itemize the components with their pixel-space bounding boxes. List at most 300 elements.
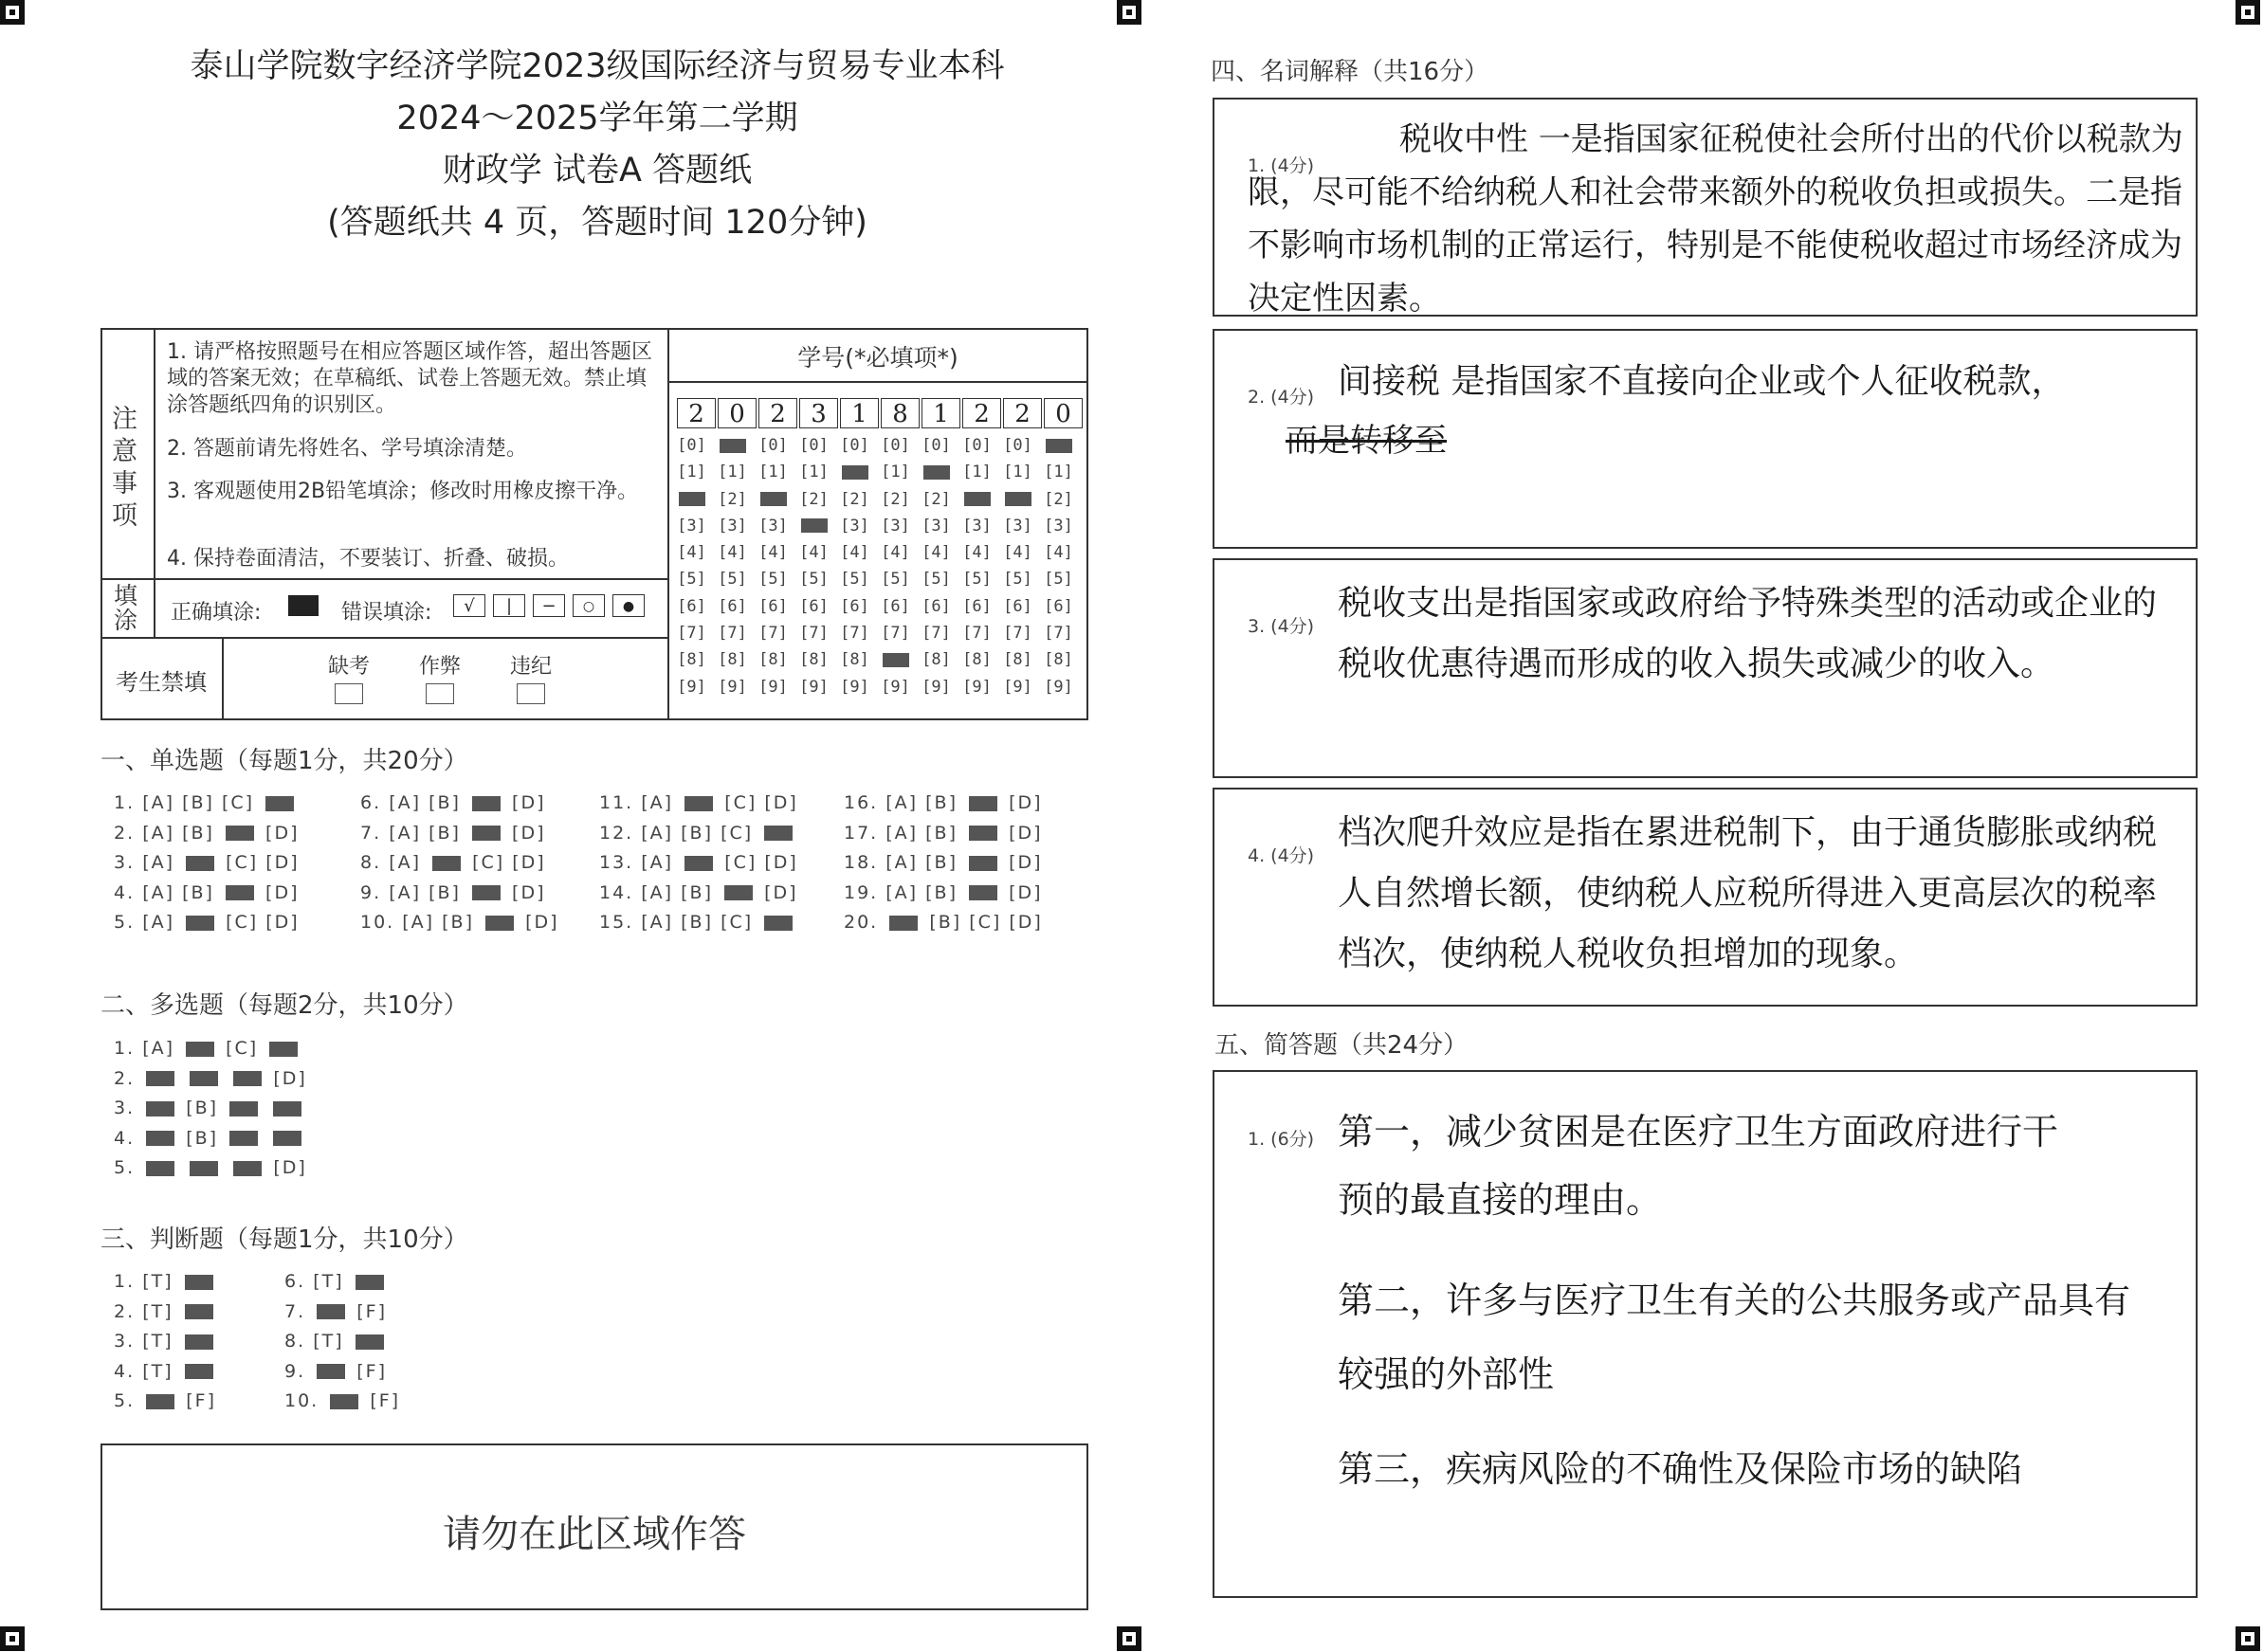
bubble-empty[interactable]: [5] — [840, 570, 869, 590]
option-mark[interactable]: [C] — [724, 852, 757, 873]
instructions-box — [100, 328, 1088, 720]
bubble-empty[interactable]: [3] — [922, 516, 951, 536]
answer-points-label: 3. (4分) — [1248, 616, 1315, 637]
filled-mark[interactable] — [265, 796, 294, 811]
option-mark[interactable]: 17. — [844, 822, 879, 844]
true-false-row — [284, 1301, 387, 1322]
single-choice-row — [599, 912, 796, 933]
filled-mark[interactable] — [146, 1101, 174, 1116]
bubble-empty[interactable]: [7] — [677, 624, 706, 644]
option-mark[interactable]: [A] — [142, 792, 175, 813]
bubble-empty[interactable]: [3] — [962, 516, 992, 536]
option-mark[interactable]: [A] — [142, 881, 175, 903]
answer-box-short-1[interactable] — [1213, 1070, 2198, 1598]
bubble-empty[interactable]: [7] — [1044, 624, 1073, 644]
fill-wrong-samples — [453, 594, 645, 617]
option-mark[interactable]: [A] — [389, 881, 422, 903]
option-mark[interactable]: [D] — [764, 881, 798, 903]
filled-mark[interactable] — [146, 1071, 174, 1086]
bubble-empty[interactable]: [1] — [1044, 463, 1073, 482]
option-mark[interactable]: 2. — [114, 1300, 136, 1322]
option-mark[interactable]: [B] — [182, 792, 214, 813]
option-mark[interactable]: [T] — [142, 1360, 173, 1382]
filled-mark[interactable] — [472, 796, 501, 811]
bubble-empty[interactable]: [7] — [962, 624, 992, 644]
bubble-empty[interactable]: [4] — [881, 543, 910, 563]
option-mark[interactable]: [A] — [142, 822, 175, 844]
filled-mark[interactable] — [969, 796, 997, 811]
filled-mark[interactable] — [226, 826, 254, 841]
answer-line-4: 较强的外部性 — [1338, 1353, 1555, 1395]
single-choice-row — [844, 852, 1043, 873]
option-mark[interactable]: [B] — [429, 792, 461, 813]
fill-wrong-label: 错误填涂: — [341, 601, 432, 625]
bubble-empty[interactable]: [1] — [1003, 463, 1032, 482]
bubble-empty[interactable]: [9] — [1044, 677, 1073, 697]
option-mark[interactable]: [A] — [885, 852, 919, 873]
option-mark[interactable]: 5. — [114, 1390, 136, 1411]
bubble-empty[interactable]: [5] — [962, 570, 992, 590]
bubble-empty[interactable]: [9] — [677, 677, 706, 697]
option-mark[interactable]: [A] — [641, 822, 674, 844]
option-mark[interactable]: [F] — [356, 1300, 387, 1322]
bubble-empty[interactable]: [8] — [962, 650, 992, 670]
option-mark[interactable]: [D] — [512, 852, 546, 873]
bubble-empty[interactable]: [4] — [922, 543, 951, 563]
bubble-empty[interactable]: [3] — [840, 516, 869, 536]
bubble-empty[interactable]: [2] — [840, 489, 869, 509]
bubble-empty[interactable]: [4] — [840, 543, 869, 563]
bubble-empty[interactable]: [6] — [718, 596, 747, 616]
filled-mark[interactable] — [146, 1394, 174, 1409]
option-mark[interactable]: 15. — [599, 912, 634, 933]
option-mark[interactable]: 2. — [114, 1067, 136, 1089]
notice-item-3: 3. 客观题使用2B铅笔填涂；修改时用橡皮擦干净。 — [167, 480, 639, 503]
option-mark[interactable]: [D] — [512, 792, 546, 813]
ban-violation-checkbox[interactable] — [517, 683, 545, 704]
option-mark[interactable]: [D] — [273, 1157, 307, 1178]
filled-mark[interactable] — [185, 1275, 213, 1290]
filled-mark[interactable] — [190, 1161, 218, 1176]
bubble-empty[interactable]: [3] — [881, 516, 910, 536]
bubble-empty[interactable]: [6] — [881, 596, 910, 616]
filled-mark[interactable] — [146, 1131, 174, 1146]
bubble-empty[interactable]: [2] — [718, 489, 747, 509]
filled-mark[interactable] — [146, 1161, 174, 1176]
option-mark[interactable]: [T] — [142, 1331, 173, 1352]
option-mark[interactable]: [D] — [265, 822, 300, 844]
option-mark[interactable]: [B] — [929, 912, 962, 933]
option-mark[interactable]: [D] — [265, 912, 300, 933]
bubble-empty[interactable]: [8] — [922, 650, 951, 670]
bubble-empty[interactable]: [1] — [677, 463, 706, 482]
option-mark[interactable]: 8. — [360, 852, 382, 873]
bubble-empty[interactable]: [9] — [718, 677, 747, 697]
bubble-empty[interactable]: [6] — [840, 596, 869, 616]
filled-mark[interactable] — [356, 1334, 384, 1350]
option-mark[interactable]: 11. — [599, 792, 634, 813]
option-mark[interactable]: [A] — [885, 881, 919, 903]
option-mark[interactable]: 3. — [114, 852, 136, 873]
option-mark[interactable]: [C] — [724, 792, 757, 813]
bubble-empty[interactable]: [4] — [1003, 543, 1032, 563]
option-mark[interactable]: 4. — [114, 881, 136, 903]
bubble-empty[interactable]: [8] — [718, 650, 747, 670]
filled-mark[interactable] — [969, 856, 997, 871]
option-mark[interactable]: [T] — [313, 1331, 344, 1352]
bubble-empty[interactable]: [4] — [962, 543, 992, 563]
bubble-empty[interactable]: [7] — [758, 624, 788, 644]
filled-mark[interactable] — [356, 1275, 384, 1290]
filled-mark[interactable] — [969, 826, 997, 841]
bubble-empty[interactable]: [0] — [799, 436, 829, 455]
option-mark[interactable]: [B] — [681, 881, 714, 903]
option-mark[interactable]: 5. — [114, 1157, 136, 1178]
option-mark[interactable]: 6. — [284, 1271, 306, 1292]
option-mark[interactable]: 16. — [844, 792, 879, 813]
option-mark[interactable]: [T] — [142, 1271, 173, 1292]
bubble-empty[interactable]: [5] — [881, 570, 910, 590]
filled-mark[interactable] — [186, 916, 214, 931]
bubble-empty[interactable]: [3] — [1003, 516, 1032, 536]
option-mark[interactable]: [D] — [1009, 792, 1043, 813]
filled-mark[interactable] — [226, 885, 254, 900]
option-mark[interactable]: [C] — [969, 912, 1002, 933]
bubble-filled[interactable] — [671, 490, 712, 517]
bubble-empty[interactable]: [8] — [799, 650, 829, 670]
option-mark[interactable]: [D] — [265, 881, 300, 903]
bubble-empty[interactable]: [1] — [962, 463, 992, 482]
corner-marker-bottom-left — [0, 1626, 25, 1651]
filled-mark[interactable] — [185, 1334, 213, 1350]
answer-points-label: 1. (6分) — [1248, 1129, 1315, 1150]
bubble-empty[interactable]: [2] — [799, 489, 829, 509]
bubble-empty[interactable]: [0] — [1003, 436, 1032, 455]
bubble-empty[interactable]: [9] — [922, 677, 951, 697]
option-mark[interactable]: [A] — [641, 912, 674, 933]
bubble-empty[interactable]: [7] — [922, 624, 951, 644]
bubble-empty[interactable]: [5] — [1003, 570, 1032, 590]
multi-choice-row — [114, 1068, 307, 1089]
bubble-empty[interactable]: [1] — [718, 463, 747, 482]
filled-mark[interactable] — [684, 856, 713, 871]
answer-box-term-1[interactable] — [1213, 98, 2198, 317]
ban-absent-checkbox[interactable] — [335, 683, 363, 704]
bubble-empty[interactable]: [4] — [677, 543, 706, 563]
option-mark[interactable]: [C] — [721, 912, 754, 933]
ban-cheat-label: 作弊 — [418, 655, 461, 679]
option-mark[interactable]: [D] — [764, 792, 798, 813]
option-mark[interactable]: [T] — [313, 1271, 344, 1292]
filled-mark[interactable] — [233, 1161, 262, 1176]
bubble-empty[interactable]: [1] — [881, 463, 910, 482]
bubble-empty[interactable]: [7] — [881, 624, 910, 644]
option-mark[interactable]: 6. — [360, 792, 382, 813]
bubble-empty[interactable]: [0] — [881, 436, 910, 455]
option-mark[interactable]: [B] — [925, 881, 958, 903]
filled-mark[interactable] — [472, 826, 501, 841]
option-mark[interactable]: 9. — [284, 1360, 306, 1382]
answer-box-term-3[interactable] — [1213, 558, 2198, 778]
filled-mark[interactable] — [185, 1304, 213, 1319]
ban-absent-label: 缺考 — [327, 655, 370, 679]
single-choice-row — [360, 912, 559, 933]
answer-line-1: 第一，减少贫困是在医疗卫生方面政府进行干 — [1338, 1111, 2059, 1153]
bubble-row — [671, 463, 1079, 489]
bubble-empty[interactable]: [1] — [799, 463, 829, 482]
option-mark[interactable]: 4. — [114, 1360, 136, 1382]
option-mark[interactable]: 7. — [284, 1300, 306, 1322]
option-mark[interactable]: [A] — [142, 852, 175, 873]
bubble-empty[interactable]: [6] — [758, 596, 788, 616]
bubble-empty[interactable]: [2] — [881, 489, 910, 509]
bubble-empty[interactable]: [4] — [758, 543, 788, 563]
option-mark[interactable]: [B] — [925, 852, 958, 873]
option-mark[interactable]: [A] — [389, 822, 422, 844]
bubble-empty[interactable]: [4] — [718, 543, 747, 563]
option-mark[interactable]: [F] — [370, 1390, 401, 1411]
option-mark[interactable]: [D] — [525, 912, 559, 933]
option-mark[interactable]: [A] — [641, 792, 674, 813]
bubble-empty[interactable]: [0] — [962, 436, 992, 455]
option-mark[interactable]: [D] — [1009, 822, 1043, 844]
bubble-empty[interactable]: [7] — [840, 624, 869, 644]
single-choice-row — [360, 823, 546, 844]
single-choice-row — [114, 852, 300, 873]
option-mark[interactable]: 1. — [114, 1038, 136, 1059]
answer-points-label: 1. (4分) — [1248, 155, 1315, 176]
bubble-empty[interactable]: [9] — [1003, 677, 1032, 697]
bubble-empty[interactable]: [0] — [922, 436, 951, 455]
bubble-empty[interactable]: [4] — [799, 543, 829, 563]
filled-mark[interactable] — [317, 1364, 345, 1379]
option-mark[interactable]: 12. — [599, 822, 634, 844]
exam-title-line4: (答题纸共 4 页，答题时间 120分钟) — [327, 204, 867, 242]
bubble-empty[interactable]: [3] — [677, 516, 706, 536]
option-mark[interactable]: [B] — [442, 912, 475, 933]
option-mark[interactable]: [B] — [681, 822, 714, 844]
bubble-filled[interactable] — [1038, 436, 1079, 463]
bubble-empty[interactable]: [5] — [922, 570, 951, 590]
student-id-digit: 8 — [881, 398, 920, 428]
option-mark[interactable]: [A] — [389, 852, 422, 873]
filled-mark[interactable] — [190, 1071, 218, 1086]
answer-box-term-4[interactable] — [1213, 788, 2198, 1007]
filled-mark[interactable] — [969, 885, 997, 900]
option-mark[interactable]: 14. — [599, 881, 634, 903]
wrong-mark-check: √ — [453, 594, 485, 617]
filled-mark[interactable] — [432, 856, 461, 871]
option-mark[interactable]: 2. — [114, 822, 136, 844]
option-mark[interactable]: [D] — [273, 1067, 307, 1089]
bubble-empty[interactable]: [9] — [840, 677, 869, 697]
bubble-row — [671, 597, 1079, 624]
option-mark[interactable]: [B] — [681, 912, 714, 933]
student-id-digit: 2 — [1003, 398, 1042, 428]
wrong-mark-dash: − — [533, 594, 565, 617]
student-id-bubble-grid — [671, 436, 1079, 704]
bubble-empty[interactable]: [6] — [677, 596, 706, 616]
option-mark[interactable]: [D] — [1009, 912, 1043, 933]
bubble-empty[interactable]: [7] — [799, 624, 829, 644]
bubble-empty[interactable]: [7] — [1003, 624, 1032, 644]
option-mark[interactable]: 3. — [114, 1098, 136, 1118]
bubble-filled[interactable] — [753, 490, 794, 517]
bubble-filled[interactable] — [834, 463, 875, 489]
option-mark[interactable]: [D] — [1009, 852, 1043, 873]
bubble-row — [671, 436, 1079, 463]
filled-mark[interactable] — [185, 1364, 213, 1379]
option-mark[interactable]: [A] — [641, 881, 674, 903]
option-mark[interactable]: [B] — [186, 1098, 219, 1118]
bubble-empty[interactable]: [6] — [1044, 596, 1073, 616]
option-mark[interactable]: [F] — [356, 1360, 387, 1382]
bubble-empty[interactable]: [6] — [799, 596, 829, 616]
option-mark[interactable]: 5. — [114, 912, 136, 933]
option-mark[interactable]: 20. — [844, 912, 879, 933]
option-mark[interactable]: [A] — [142, 1038, 175, 1059]
filled-mark[interactable] — [684, 796, 713, 811]
option-mark[interactable]: 18. — [844, 852, 879, 873]
option-mark[interactable]: [B] — [925, 792, 958, 813]
bubble-empty[interactable]: [4] — [1044, 543, 1073, 563]
bubble-empty[interactable]: [8] — [1003, 650, 1032, 670]
filled-mark[interactable] — [273, 1101, 301, 1116]
option-mark[interactable]: 10. — [360, 912, 395, 933]
option-mark[interactable]: [B] — [429, 881, 461, 903]
option-mark[interactable]: [C] — [221, 792, 255, 813]
bubble-empty[interactable]: [3] — [758, 516, 788, 536]
option-mark[interactable]: [A] — [885, 792, 919, 813]
option-mark[interactable]: [A] — [142, 912, 175, 933]
option-mark[interactable]: [C] — [721, 822, 754, 844]
filled-mark[interactable] — [764, 916, 793, 931]
bubble-empty[interactable]: [9] — [962, 677, 992, 697]
option-mark[interactable]: [B] — [925, 822, 958, 844]
filled-mark[interactable] — [186, 1042, 214, 1057]
bubble-empty[interactable]: [5] — [799, 570, 829, 590]
ban-violation-label: 违纪 — [509, 655, 552, 679]
bubble-empty[interactable]: [6] — [1003, 596, 1032, 616]
corner-marker-top-left — [0, 0, 25, 25]
bubble-empty[interactable]: [5] — [677, 570, 706, 590]
bubble-filled[interactable] — [997, 490, 1038, 517]
option-mark[interactable]: 3. — [114, 1331, 136, 1352]
bubble-filled[interactable] — [916, 463, 957, 489]
option-mark[interactable]: [T] — [142, 1300, 173, 1322]
bubble-empty[interactable]: [3] — [718, 516, 747, 536]
bubble-filled[interactable] — [794, 517, 834, 543]
option-mark[interactable]: [A] — [885, 822, 919, 844]
option-mark[interactable]: [C] — [226, 852, 259, 873]
option-mark[interactable]: [C] — [226, 912, 259, 933]
option-mark[interactable]: [A] — [402, 912, 435, 933]
option-mark[interactable]: [B] — [186, 1127, 219, 1149]
filled-mark[interactable] — [229, 1131, 258, 1146]
bubble-empty[interactable]: [0] — [840, 436, 869, 455]
option-mark[interactable]: 9. — [360, 881, 382, 903]
option-mark[interactable]: [D] — [265, 852, 300, 873]
student-id-digit: 0 — [1044, 398, 1083, 428]
option-mark[interactable]: [F] — [186, 1390, 216, 1411]
bubble-empty[interactable]: [8] — [840, 650, 869, 670]
filled-mark[interactable] — [186, 856, 214, 871]
answer-box-term-2[interactable] — [1213, 329, 2198, 549]
option-mark[interactable]: [D] — [512, 822, 546, 844]
bubble-empty[interactable]: [9] — [881, 677, 910, 697]
option-mark[interactable]: 1. — [114, 1271, 136, 1292]
bubble-empty[interactable]: [6] — [922, 596, 951, 616]
bubble-empty[interactable]: [3] — [1044, 516, 1073, 536]
single-choice-row — [360, 792, 546, 813]
bubble-empty[interactable]: [7] — [718, 624, 747, 644]
option-mark[interactable]: 13. — [599, 852, 634, 873]
option-mark[interactable]: [A] — [389, 792, 422, 813]
filled-mark[interactable] — [233, 1071, 262, 1086]
bubble-empty[interactable]: [5] — [1044, 570, 1073, 590]
filled-mark[interactable] — [269, 1042, 298, 1057]
option-mark[interactable]: 19. — [844, 881, 879, 903]
bubble-empty[interactable]: [5] — [758, 570, 788, 590]
bubble-empty[interactable]: [0] — [758, 436, 788, 455]
filled-mark[interactable] — [229, 1101, 258, 1116]
bubble-empty[interactable]: [9] — [758, 677, 788, 697]
option-mark[interactable]: [D] — [1009, 881, 1043, 903]
option-mark[interactable]: 4. — [114, 1127, 136, 1149]
option-mark[interactable]: [C] — [226, 1038, 259, 1059]
single-choice-row — [844, 823, 1043, 844]
option-mark[interactable]: [D] — [764, 852, 798, 873]
bubble-filled[interactable] — [712, 436, 753, 463]
option-mark[interactable]: 10. — [284, 1390, 319, 1411]
filled-mark[interactable] — [330, 1394, 358, 1409]
option-mark[interactable]: [B] — [182, 822, 214, 844]
wrong-mark-circle: ○ — [573, 594, 605, 617]
option-mark[interactable]: [C] — [472, 852, 505, 873]
bubble-empty[interactable]: [8] — [758, 650, 788, 670]
bubble-empty[interactable]: [6] — [962, 596, 992, 616]
exam-title-line2: 2024～2025学年第二学期 — [396, 100, 798, 137]
filled-mark[interactable] — [273, 1131, 301, 1146]
bubble-filled[interactable] — [875, 650, 916, 677]
filled-mark[interactable] — [485, 916, 514, 931]
bubble-empty[interactable]: [0] — [677, 436, 706, 455]
option-mark[interactable]: [B] — [429, 822, 461, 844]
bubble-empty[interactable]: [1] — [758, 463, 788, 482]
ban-cheat-checkbox[interactable] — [426, 683, 454, 704]
option-mark[interactable]: 7. — [360, 822, 382, 844]
filled-mark[interactable] — [317, 1304, 345, 1319]
bubble-empty[interactable]: [2] — [922, 489, 951, 509]
bubble-empty[interactable]: [8] — [1044, 650, 1073, 670]
option-mark[interactable]: 1. — [114, 792, 136, 813]
filled-mark[interactable] — [889, 916, 918, 931]
option-mark[interactable]: 8. — [284, 1331, 306, 1352]
student-id-digit: 3 — [799, 398, 838, 428]
filled-mark[interactable] — [724, 885, 753, 900]
filled-mark[interactable] — [764, 826, 793, 841]
option-mark[interactable]: [A] — [641, 852, 674, 873]
bubble-empty[interactable]: [5] — [718, 570, 747, 590]
bubble-filled[interactable] — [957, 490, 997, 517]
bubble-empty[interactable]: [2] — [1044, 489, 1073, 509]
option-mark[interactable]: [B] — [182, 881, 214, 903]
filled-mark[interactable] — [472, 885, 501, 900]
bubble-empty[interactable]: [8] — [677, 650, 706, 670]
option-mark[interactable]: [D] — [512, 881, 546, 903]
bubble-empty[interactable]: [9] — [799, 677, 829, 697]
single-choice-row — [599, 792, 798, 813]
